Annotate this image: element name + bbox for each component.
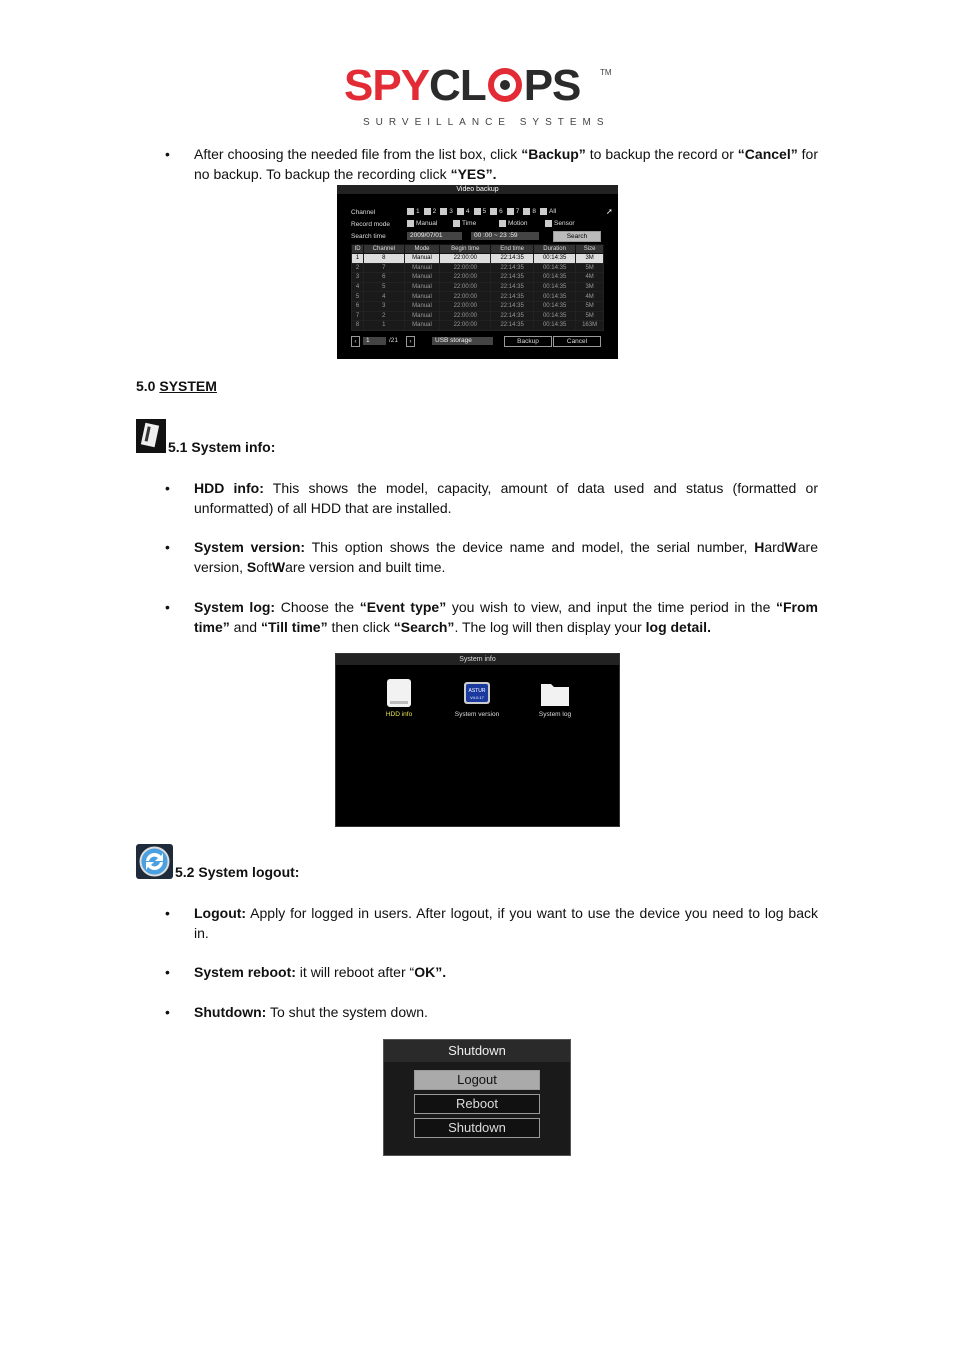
text: This option shows the device name and model, the serial number, <box>305 539 755 555</box>
table-header <box>352 245 604 254</box>
checkbox-label: 7 <box>515 208 520 216</box>
hdd-info-label: HDD info <box>385 711 413 718</box>
checkbox-label: Sensor <box>554 220 575 228</box>
table-body <box>352 254 604 331</box>
section-5-heading <box>136 378 217 394</box>
mode-checkbox-manual[interactable] <box>407 220 453 227</box>
column-header: ID <box>352 245 364 254</box>
channel-checkbox-1[interactable] <box>407 208 420 215</box>
dialog-title: Shutdown <box>384 1040 570 1062</box>
logo-wordmark <box>344 56 580 116</box>
search-button[interactable]: Search <box>553 231 601 242</box>
logout-paragraph <box>194 904 818 943</box>
record-mode-label: Record mode <box>351 221 391 228</box>
table-cell: 22:00:00 <box>440 292 491 302</box>
checkbox-box <box>540 208 547 215</box>
table-cell: 5M <box>576 263 604 273</box>
table-cell: 22:14:35 <box>491 311 534 321</box>
dialog-title: System info <box>336 654 619 665</box>
checkbox-box <box>440 208 447 215</box>
checkbox-box <box>474 208 481 215</box>
cursor-icon: ➚ <box>606 207 613 216</box>
table-row[interactable] <box>352 282 604 292</box>
table-cell: Manual <box>404 292 440 302</box>
checkbox-label: Time <box>462 220 477 228</box>
text: are version, <box>194 539 818 575</box>
bold-text: Logout: <box>194 905 247 921</box>
bold-text: “Search” <box>393 618 455 635</box>
section-number: 5.0 <box>136 378 160 394</box>
table-cell: 22:14:35 <box>491 321 534 331</box>
search-time-label: Search time <box>351 233 386 240</box>
shutdown-paragraph <box>194 1003 818 1023</box>
table-cell: 00:14:35 <box>534 292 576 302</box>
bullet: • <box>165 905 170 921</box>
column-header: Size <box>576 245 604 254</box>
text: for no backup. To backup the recording click <box>194 146 818 182</box>
table-row[interactable] <box>352 263 604 273</box>
record-table <box>351 244 604 331</box>
date-field[interactable]: 2009/07/01 <box>407 232 462 240</box>
text: it will reboot after “ <box>295 964 415 980</box>
channel-checkbox-2[interactable] <box>424 208 437 215</box>
column-header: Duration <box>534 245 576 254</box>
checkbox-label: Manual <box>416 220 438 228</box>
bullet: • <box>165 964 170 980</box>
text: This shows the model, capacity, amount of data used and status (formatted or unformatted) of all HDD that are installed. <box>194 480 818 516</box>
table-cell: Manual <box>404 311 440 321</box>
bold-text: “Cancel” <box>737 146 798 162</box>
section-5-2-heading: 5.2 System logout: <box>175 864 300 880</box>
hdd-info-item[interactable] <box>364 678 434 718</box>
table-cell: 1 <box>364 321 404 331</box>
table-cell: 5 <box>352 292 364 302</box>
table-cell: 8 <box>364 254 404 264</box>
version-badge-line-2: V4.0.17 <box>470 695 484 700</box>
text: then click <box>327 618 394 635</box>
bullet: • <box>165 480 170 496</box>
bold-text: log detail. <box>645 618 711 635</box>
bold-text: “YES”. <box>450 165 497 182</box>
logo-trademark: TM <box>600 68 612 77</box>
table-cell: 22:14:35 <box>491 282 534 292</box>
time-range-field[interactable]: 00 :00 ~ 23 :59 <box>471 232 539 240</box>
system-version-paragraph <box>194 538 818 577</box>
table-cell: 22:14:35 <box>491 301 534 311</box>
system-info-icon <box>136 419 166 453</box>
section-5-1-heading: 5.1 System info: <box>168 439 276 455</box>
table-cell: 22:00:00 <box>440 301 491 311</box>
shutdown-button[interactable]: Shutdown <box>414 1118 540 1138</box>
checkbox-box <box>424 208 431 215</box>
system-version-label: System version <box>454 711 500 718</box>
column-header: Channel <box>364 245 404 254</box>
table-cell: 22:14:35 <box>491 254 534 264</box>
channel-checkbox-3[interactable] <box>440 208 453 215</box>
page-input[interactable]: 1 <box>363 337 386 345</box>
checkbox-label: 4 <box>465 208 470 216</box>
text: oft <box>256 558 272 575</box>
bullet: • <box>165 539 170 555</box>
refresh-icon <box>136 844 173 879</box>
bold-text: HDD info: <box>194 480 264 496</box>
spyclops-logo <box>344 56 614 130</box>
mode-checkbox-motion[interactable] <box>499 220 545 227</box>
system-info-dialog <box>335 653 620 827</box>
checkbox-box <box>499 220 506 227</box>
table-cell: Manual <box>404 263 440 273</box>
table-row[interactable] <box>352 311 604 321</box>
checkbox-box <box>407 220 414 227</box>
channel-checkbox-4[interactable] <box>457 208 470 215</box>
channel-checkbox-7[interactable] <box>507 208 520 215</box>
reboot-button[interactable]: Reboot <box>414 1094 540 1114</box>
version-badge-line-1: ASTUR <box>468 688 486 694</box>
bullet: • <box>165 1004 170 1020</box>
checkbox-box <box>523 208 530 215</box>
channel-checkbox-8[interactable] <box>523 208 536 215</box>
bold-text: H <box>754 539 765 555</box>
table-row[interactable] <box>352 321 604 331</box>
table-cell: 2 <box>364 311 404 321</box>
table-cell: Manual <box>404 273 440 283</box>
bold-text: OK”. <box>414 964 447 980</box>
table-cell: 22:00:00 <box>440 282 491 292</box>
checkbox-box <box>407 208 414 215</box>
checkbox-box <box>457 208 464 215</box>
text: Apply for logged in users. After logout, if you want to use the device you need to log back in. <box>194 905 818 941</box>
bold-text: System log: <box>194 599 276 615</box>
table-row[interactable] <box>352 273 604 283</box>
prev-page-button[interactable]: ‹ <box>351 336 360 347</box>
column-header: Mode <box>404 245 440 254</box>
bold-text: S <box>246 558 257 575</box>
cancel-button[interactable]: Cancel <box>553 336 601 347</box>
table-cell: 163M <box>576 321 604 331</box>
eye-icon <box>488 68 522 102</box>
next-page-button[interactable]: › <box>406 336 415 347</box>
text: you wish to view, and input the time period in the <box>446 599 776 615</box>
bold-text: “Backup” <box>521 146 586 162</box>
bold-text: System version: <box>194 539 306 555</box>
column-header: Begin time <box>440 245 491 254</box>
table-cell: 22:14:35 <box>491 292 534 302</box>
video-backup-dialog <box>337 185 618 359</box>
bold-text: W <box>271 558 286 575</box>
table-cell: 22:14:35 <box>491 263 534 273</box>
checkbox-box <box>490 208 497 215</box>
checkbox-box <box>545 220 552 227</box>
text: to backup the record or <box>585 146 738 162</box>
shutdown-dialog <box>383 1039 571 1156</box>
channel-label: Channel <box>351 209 376 216</box>
text: are version and built time. <box>285 558 446 575</box>
table-cell: 7 <box>352 311 364 321</box>
mode-checkbox-time[interactable] <box>453 220 499 227</box>
section-title: SYSTEM <box>159 378 217 394</box>
channel-checkbox-5[interactable] <box>474 208 487 215</box>
channel-checkbox-all[interactable] <box>540 208 556 215</box>
bullet: • <box>165 146 170 162</box>
folder-icon <box>540 678 570 708</box>
table-cell: 3M <box>576 282 604 292</box>
table-cell: 3 <box>352 273 364 283</box>
table-cell: 22:00:00 <box>440 311 491 321</box>
checkbox-label: 8 <box>532 208 536 216</box>
logo-word-ps: PS <box>523 61 581 110</box>
bullet: • <box>165 599 170 615</box>
table-cell: 00:14:35 <box>534 263 576 273</box>
table-cell: 3 <box>364 301 404 311</box>
channel-checkboxes <box>407 208 560 215</box>
text: After choosing the needed file from the list box, click <box>194 146 522 162</box>
table-cell: 3M <box>576 254 604 264</box>
bold-text: System reboot: <box>194 964 296 980</box>
mode-checkbox-sensor[interactable] <box>545 220 591 227</box>
table-row[interactable] <box>352 254 604 264</box>
bold-text: “Event type” <box>359 599 447 615</box>
column-header: End time <box>491 245 534 254</box>
system-log-label: System log <box>538 711 572 718</box>
hdd-info-paragraph <box>194 479 818 518</box>
system-version-item[interactable] <box>442 678 512 718</box>
checkbox-label: 1 <box>416 208 420 216</box>
record-mode-checkboxes <box>407 220 591 227</box>
channel-checkbox-6[interactable] <box>490 208 503 215</box>
table-cell: 1 <box>352 254 364 264</box>
bold-text: “Till time” <box>260 618 328 635</box>
table-cell: Manual <box>404 301 440 311</box>
system-log-paragraph <box>194 598 818 637</box>
table-cell: 2 <box>352 263 364 273</box>
page-total: /21 <box>389 337 399 344</box>
logo-word-spy: SPY <box>344 61 430 110</box>
checkbox-label: 2 <box>432 208 437 216</box>
table-row[interactable] <box>352 292 604 302</box>
table-cell: 6 <box>364 273 404 283</box>
logo-tagline: SURVEILLANCE SYSTEMS <box>363 117 610 128</box>
logout-button[interactable]: Logout <box>414 1070 540 1090</box>
table-cell: 22:14:35 <box>491 273 534 283</box>
logo-word-cl: CL <box>429 61 486 110</box>
checkbox-label: 3 <box>449 208 453 216</box>
text: To shut the system down. <box>266 1004 428 1020</box>
storage-select[interactable]: USB storage <box>432 337 493 345</box>
table-cell: Manual <box>404 282 440 292</box>
checkbox-box <box>453 220 460 227</box>
table-cell: 00:14:35 <box>534 273 576 283</box>
checkbox-label: All <box>549 208 557 216</box>
table-cell: 8 <box>352 321 364 331</box>
table-cell: 5 <box>364 282 404 292</box>
table-cell: 5M <box>576 301 604 311</box>
table-cell: Manual <box>404 254 440 264</box>
table-cell: 22:00:00 <box>440 263 491 273</box>
checkbox-label: 5 <box>482 208 487 216</box>
checkbox-label: 6 <box>499 208 503 216</box>
table-cell: 6 <box>352 301 364 311</box>
backup-paragraph <box>194 145 818 184</box>
system-log-item[interactable] <box>520 678 590 718</box>
table-cell: 4 <box>364 292 404 302</box>
reboot-paragraph <box>194 963 818 983</box>
text: Choose the <box>275 599 360 615</box>
table-cell: 22:00:00 <box>440 273 491 283</box>
table-cell: 00:14:35 <box>534 321 576 331</box>
bold-text: “From time” <box>194 599 818 635</box>
table-cell: 7 <box>364 263 404 273</box>
table-cell: 00:14:35 <box>534 282 576 292</box>
bold-text: Shutdown: <box>194 1004 267 1020</box>
table-cell: 00:14:35 <box>534 254 576 264</box>
table-cell: 5M <box>576 311 604 321</box>
version-icon <box>463 678 491 708</box>
text: . The log will then display your <box>454 618 646 635</box>
table-cell: 4M <box>576 273 604 283</box>
checkbox-label: Motion <box>508 220 528 228</box>
table-cell: 22:00:00 <box>440 254 491 264</box>
text: and <box>229 618 261 635</box>
bold-text: W <box>784 539 798 555</box>
dialog-title: Video backup <box>337 185 618 194</box>
table-cell: 22:00:00 <box>440 321 491 331</box>
table-row[interactable] <box>352 301 604 311</box>
table-cell: 4M <box>576 292 604 302</box>
checkbox-box <box>507 208 514 215</box>
hdd-icon <box>386 678 412 708</box>
table-cell: Manual <box>404 321 440 331</box>
table-cell: 00:14:35 <box>534 311 576 321</box>
table-cell: 4 <box>352 282 364 292</box>
backup-button[interactable]: Backup <box>504 336 552 347</box>
text: ard <box>764 539 785 555</box>
table-cell: 00:14:35 <box>534 301 576 311</box>
